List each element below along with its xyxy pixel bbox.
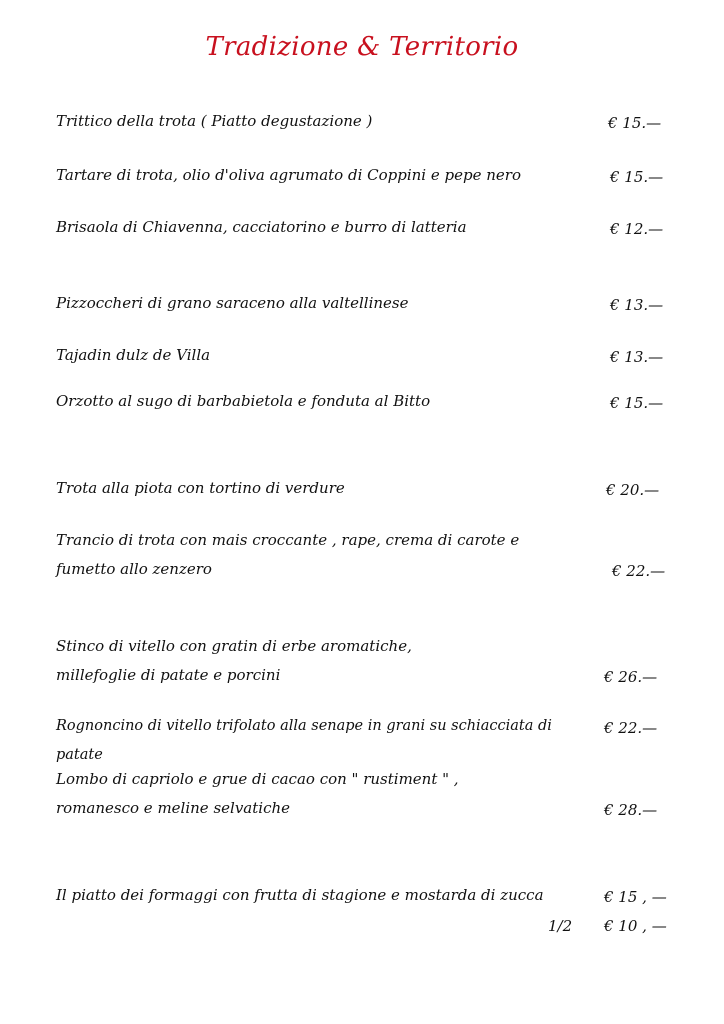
menu-item-price: € 15.— bbox=[608, 114, 662, 132]
menu-item-name: Trittico della trota ( Piatto degustazione ) bbox=[56, 112, 373, 130]
menu-item-price: € 13.— bbox=[610, 296, 664, 314]
menu-item-price: € 20.— bbox=[606, 481, 660, 499]
half-portion-label: 1/2 bbox=[548, 917, 573, 935]
menu-item-name: Orzotto al sugo di barbabietola e fonduta al Bitto bbox=[56, 392, 431, 410]
menu-item-name: Tartare di trota, olio d'oliva agrumato di Coppini e pepe nero bbox=[56, 166, 521, 184]
menu-item-name: Rognoncino di vitello trifolato alla senape in grani su schiacciata di patate bbox=[56, 718, 552, 763]
menu-item-name: Pizzoccheri di grano saraceno alla valtellinese bbox=[56, 294, 409, 312]
menu-item-price: € 22.— bbox=[612, 562, 666, 580]
menu-item-name-line1: Trancio di trota con mais croccante , rape, crema di carote e bbox=[56, 531, 520, 549]
half-portion-price: € 10 , — bbox=[604, 917, 667, 935]
menu-item-price: € 15 , — bbox=[604, 888, 667, 906]
menu-item-price: € 15.— bbox=[610, 394, 664, 412]
menu-item-name: Tajadin dulz de Villa bbox=[56, 346, 211, 364]
menu-item-price: € 22.— bbox=[604, 719, 658, 737]
menu-item-name-line2: millefoglie di patate e porcini bbox=[56, 666, 281, 684]
menu-item-name: Brisaola di Chiavenna, cacciatorino e burro di latteria bbox=[56, 218, 467, 236]
menu-item-price: € 28.— bbox=[604, 801, 658, 819]
menu-item-price: € 15.— bbox=[610, 168, 664, 186]
menu-item-name-line2: romanesco e meline selvatiche bbox=[56, 799, 291, 817]
menu-item-price: € 26.— bbox=[604, 668, 658, 686]
menu-item-price: € 13.— bbox=[610, 348, 664, 366]
menu-item-name-line1: Stinco di vitello con gratin di erbe aromatiche, bbox=[56, 637, 412, 655]
menu-item-name-line2: fumetto allo zenzero bbox=[56, 560, 212, 578]
menu-title: Tradizione & Territorio bbox=[205, 32, 519, 62]
menu-item-name: Il piatto dei formaggi con frutta di stagione e mostarda di zucca bbox=[56, 886, 544, 904]
menu-item-price: € 12.— bbox=[610, 220, 664, 238]
menu-item-name: Trota alla piota con tortino di verdure bbox=[56, 479, 345, 497]
menu-item-name-line1: Lombo di capriolo e grue di cacao con " rustiment " , bbox=[56, 770, 459, 788]
